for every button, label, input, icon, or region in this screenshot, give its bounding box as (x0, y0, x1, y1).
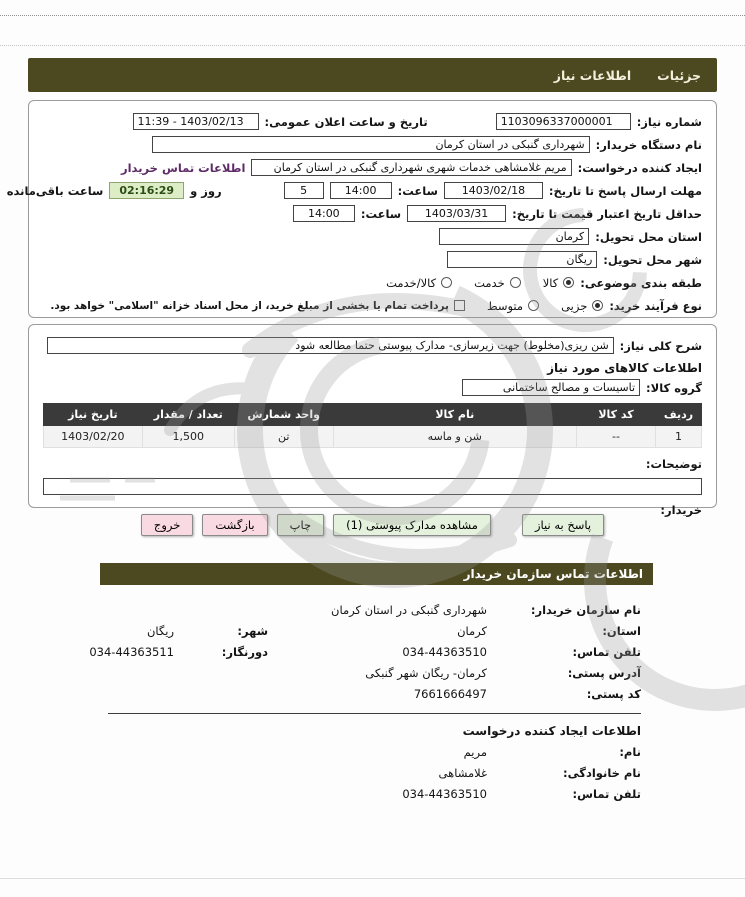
postal-value: 7661666497 (413, 687, 487, 701)
remaining-label: ساعت باقی‌مانده (6, 183, 104, 198)
description-row (43, 335, 702, 356)
province-value: کرمان (457, 624, 487, 638)
radio-both-icon[interactable] (441, 277, 452, 288)
category-goods-label: کالا (542, 275, 559, 290)
validity-label: حداقل تاریخ اعتبار قیمت تا تاریخ: (512, 206, 702, 221)
contact-info-block (89, 596, 641, 808)
exit-button[interactable]: خروج (141, 514, 193, 536)
buyer-org-field[interactable] (152, 136, 590, 153)
countdown-timer: 02:16:29 (109, 182, 184, 199)
col-qty-header: تعداد / مقدار (142, 404, 234, 426)
buyer-org-row (43, 134, 702, 155)
address-label: آدرس پستی: (567, 666, 641, 680)
postal-row (108, 687, 641, 701)
radio-minor-icon[interactable] (592, 300, 603, 311)
city-label: شهر: (237, 624, 268, 638)
bottom-divider (0, 878, 745, 879)
process-medium-label: متوسط (486, 298, 524, 313)
validity-row (43, 203, 702, 224)
treasury-checkbox-icon[interactable] (454, 300, 465, 311)
notes-label: توضیحات: (645, 456, 702, 471)
deadline-date-field[interactable] (444, 182, 543, 199)
category-option-service[interactable] (474, 276, 521, 290)
deadline-hour-label: ساعت: (397, 183, 438, 198)
postal-label: کد پستی: (586, 687, 641, 701)
need-general-panel (6, 100, 717, 318)
delivery-province-field[interactable] (439, 228, 589, 245)
notes-field[interactable] (43, 478, 702, 495)
tab-details[interactable]: جزئیات (657, 67, 701, 83)
process-option-medium[interactable] (487, 299, 539, 313)
province-city-row (108, 624, 641, 638)
phone-fax-row (89, 645, 641, 659)
delivery-province-row (43, 226, 702, 247)
cell-item-name: شن و ماسه (333, 426, 576, 448)
cell-item-code: -- (577, 426, 656, 448)
tab-need-info[interactable]: اطلاعات نیاز (553, 67, 632, 83)
goods-group-row (43, 377, 702, 398)
process-option-minor[interactable] (561, 299, 603, 313)
address-value: کرمان- ریگان شهر گنبکی (365, 666, 487, 680)
need-number-field[interactable] (496, 113, 631, 130)
col-code-header: کد کالا (577, 404, 656, 426)
col-row-header: ردیف (655, 404, 701, 426)
need-number-row (43, 111, 702, 132)
days-label: روز و (190, 183, 222, 198)
radio-goods-icon[interactable] (563, 277, 574, 288)
section-tabbar (28, 58, 717, 92)
treasury-option[interactable] (50, 300, 465, 312)
goods-heading: اطلاعات کالاهای مورد نیاز (547, 361, 702, 375)
phone-value: 034-44363510 (402, 645, 487, 659)
action-buttons (0, 514, 745, 536)
description-field[interactable] (47, 337, 614, 354)
creator-phone-label: تلفن تماس: (572, 787, 641, 801)
description-label: شرح کلی نیاز: (619, 338, 702, 353)
buyer-label: خریدار: (660, 502, 702, 517)
org-name-label: نام سازمان خریدار: (530, 603, 641, 617)
delivery-city-row (43, 249, 702, 270)
first-name-value: مریم (463, 745, 487, 759)
validity-time-field[interactable] (293, 205, 355, 222)
respond-button[interactable]: پاسخ به نیاز (522, 514, 604, 536)
goods-group-label: گروه کالا: (646, 380, 702, 395)
phone-label: تلفن تماس: (572, 645, 641, 659)
contact-section-bar (100, 563, 653, 585)
need-number-label: شماره نیاز: (636, 114, 702, 129)
contact-divider (108, 713, 641, 714)
delivery-province-label: استان محل تحویل: (595, 229, 702, 244)
first-name-label: نام: (619, 745, 641, 759)
second-dotted-divider (0, 45, 745, 46)
creator-row (43, 157, 702, 178)
last-name-label: نام خانوادگی: (563, 766, 641, 780)
attachments-button[interactable]: مشاهده مدارک پیوستی (1) (333, 514, 491, 536)
creator-phone-row (108, 787, 641, 801)
category-row (43, 272, 702, 293)
buyer-org-label: نام دستگاه خریدار: (595, 137, 702, 152)
col-name-header: نام کالا (333, 404, 576, 426)
last-name-value: غلامشاهی (438, 766, 487, 780)
org-name-value: شهرداری گنبکی در استان کرمان (331, 603, 487, 617)
goods-table-row (44, 426, 702, 448)
fax-value: 034-44363511 (89, 645, 174, 659)
col-unit-header: واحد شمارش (234, 404, 333, 426)
buyer-contact-link[interactable]: اطلاعات تماس خریدار (121, 160, 246, 175)
notes-label-row (43, 453, 702, 474)
deadline-row (6, 180, 702, 201)
first-name-row (108, 745, 641, 759)
address-row (108, 666, 641, 680)
category-service-label: خدمت (474, 275, 505, 290)
process-minor-label: جزیی (561, 298, 588, 313)
radio-service-icon[interactable] (510, 277, 521, 288)
cell-quantity: 1,500 (142, 426, 234, 448)
notes-field-row (43, 476, 702, 497)
category-label: طبقه بندی موضوعی: (580, 275, 702, 290)
validity-hour-label: ساعت: (360, 206, 402, 221)
delivery-city-label: شهر محل تحویل: (603, 252, 702, 267)
need-description-panel (28, 324, 717, 517)
back-button[interactable]: بازگشت (202, 514, 267, 536)
treasury-label: پرداخت تمام یا بخشی از مبلغ خرید، از محل اسناد خزانه "اسلامی" خواهد بود. (50, 299, 449, 312)
print-button[interactable]: چاپ (277, 514, 324, 536)
process-label: نوع فرآیند خرید: (609, 298, 702, 313)
category-option-both[interactable] (386, 276, 452, 290)
validity-date-field[interactable] (407, 205, 506, 222)
org-name-row (108, 603, 641, 617)
deadline-time-field[interactable] (330, 182, 392, 199)
top-dotted-divider (0, 15, 745, 16)
goods-table-header-row (44, 404, 702, 426)
col-need-header: تاریخ نیاز (44, 404, 143, 426)
province-label: استان: (602, 624, 641, 638)
creator-info-title: اطلاعات ایجاد کننده درخواست (462, 724, 641, 738)
process-row (43, 295, 702, 316)
category-option-goods[interactable] (543, 276, 575, 290)
category-both-label: کالا/خدمت (386, 275, 437, 290)
creator-field[interactable] (251, 159, 571, 176)
announce-datetime-field[interactable] (133, 113, 259, 130)
radio-medium-icon[interactable] (528, 300, 539, 311)
cell-row-number: 1 (655, 426, 701, 448)
goods-group-field[interactable] (462, 379, 640, 396)
last-name-row (108, 766, 641, 780)
fax-label: دورنگار: (221, 645, 268, 659)
announce-label: تاریخ و ساعت اعلان عمومی: (264, 114, 428, 129)
city-value: ریگان (146, 624, 174, 638)
cell-unit: تن (234, 426, 333, 448)
contact-section-title: اطلاعات تماس سازمان خریدار (463, 567, 643, 581)
delivery-city-field[interactable] (447, 251, 597, 268)
creator-label: ایجاد کننده درخواست: (577, 160, 702, 175)
creator-phone-value: 034-44363510 (402, 787, 487, 801)
deadline-label: مهلت ارسال پاسخ تا تاریخ: (548, 183, 702, 198)
goods-table (43, 403, 702, 448)
cell-need-date: 1403/02/20 (44, 426, 143, 448)
remaining-days-field[interactable] (284, 182, 324, 199)
